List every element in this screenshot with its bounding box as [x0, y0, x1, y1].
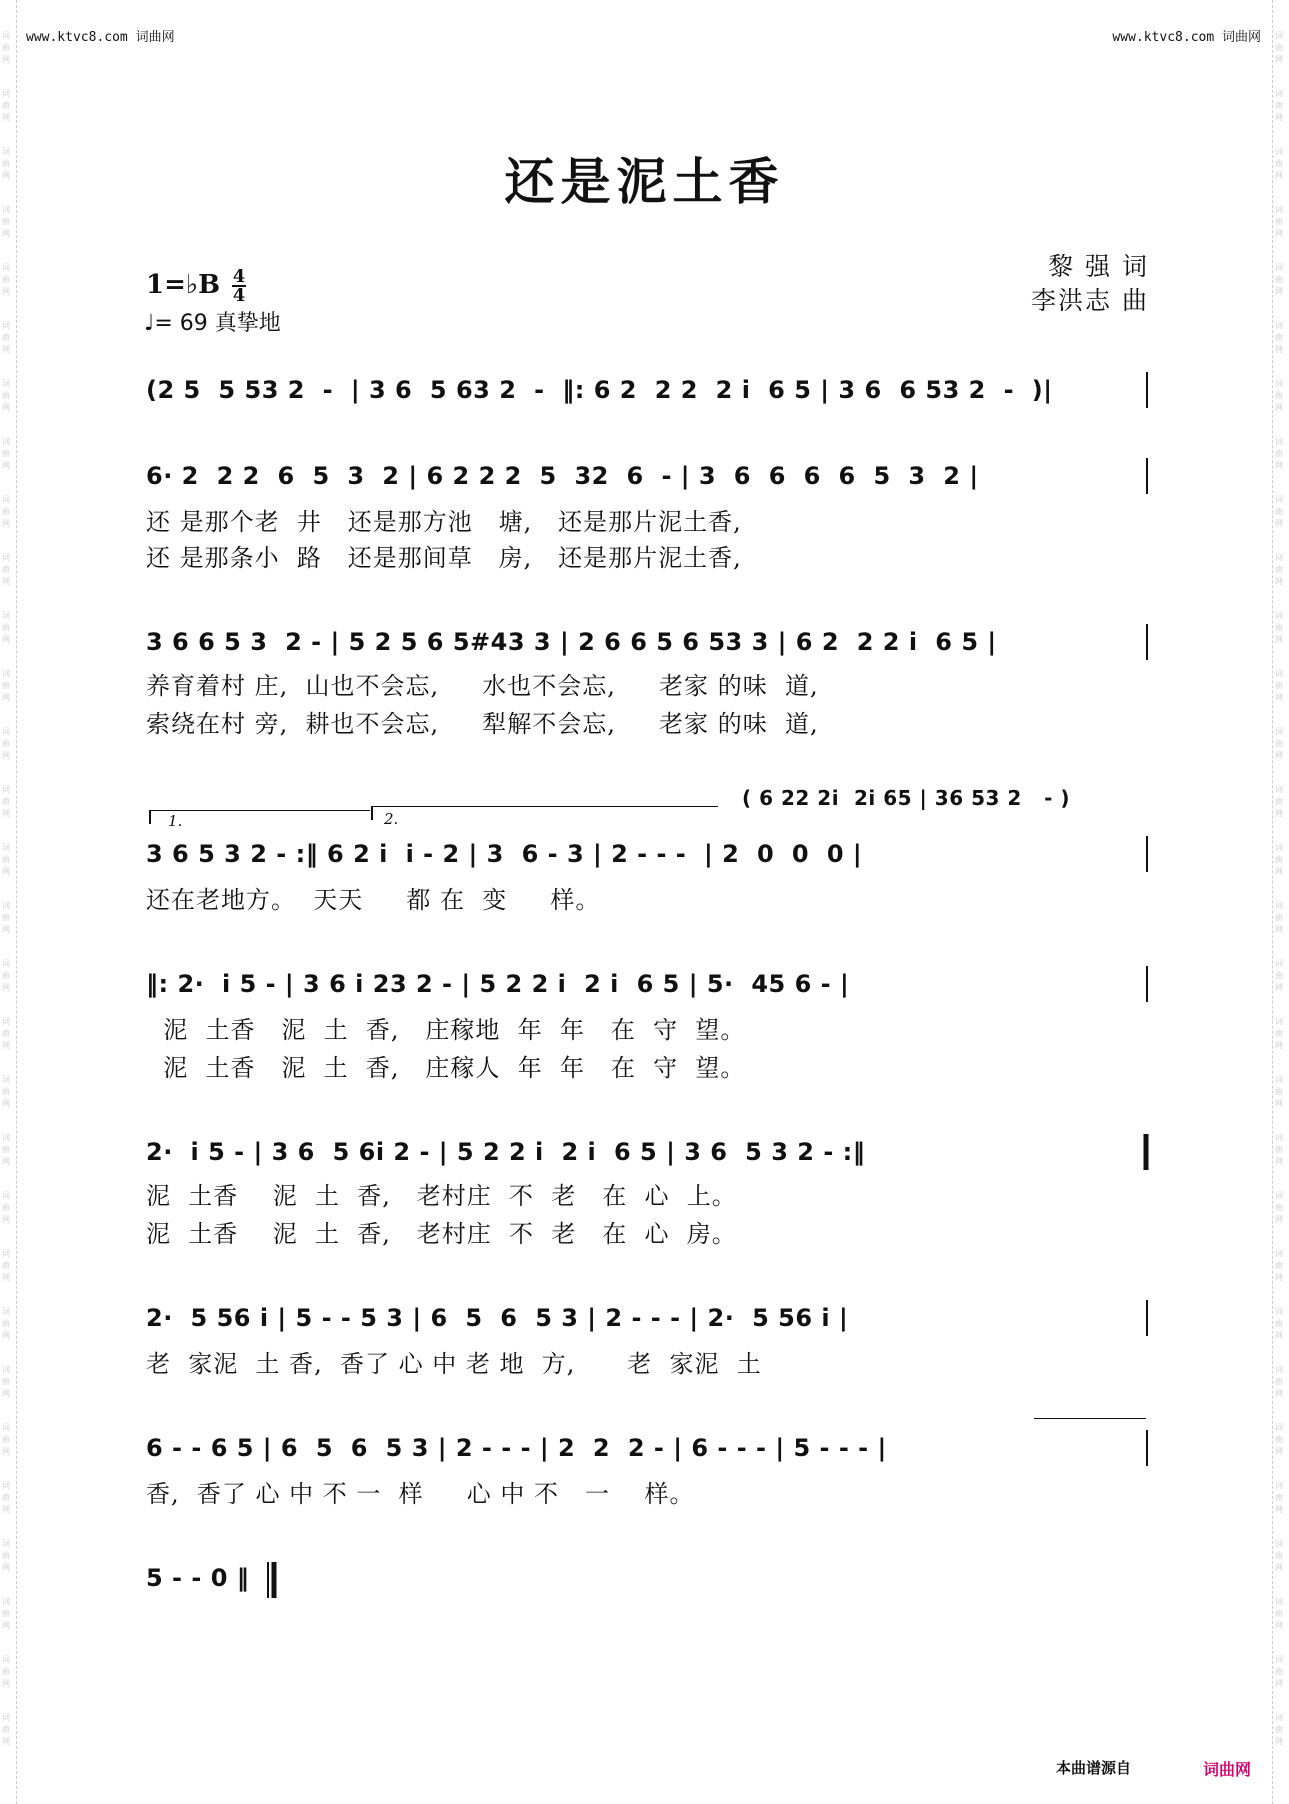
volta-2-label: 2. — [384, 810, 399, 828]
watermark-mark: 词曲网 — [2, 1249, 10, 1282]
row7-lyric: 香, 香了 心 中 不 一 样 心 中 不 一 样。 — [146, 1480, 695, 1508]
tempo-marking: ♩= 69 真挚地 — [144, 311, 281, 336]
row3-notes: 3 6 5 3 2 - :‖ 6 2 i i - 2 | 3 6 - 3 | 2 - - - | 2 0 0 0 | — [146, 840, 863, 868]
row6-lyric: 老 家泥 土 香, 香了 心 中 老 地 方, 老 家泥 土 — [146, 1350, 762, 1378]
watermark-mark: 词曲网 — [2, 379, 10, 412]
row5-lyric-verse2: 泥 土香 泥 土 香, 老村庄 不 老 在 心 房。 — [146, 1220, 737, 1248]
watermark-mark: 词曲网 — [2, 1191, 10, 1224]
footer-brand-link[interactable]: 词曲网 — [1202, 1760, 1251, 1779]
song-title: 还是泥土香 — [504, 152, 785, 211]
watermark-mark: 词曲网 — [2, 1075, 10, 1108]
watermark-mark: 词曲网 — [2, 1713, 10, 1746]
watermark-mark: 词曲网 — [2, 669, 10, 702]
row2-notes: 3 6 6 5 3 2 - | 5 2 5 6 5#43 3 | 2 6 6 5 6 53 3 | 6 2 2 2 i 6 5 | — [146, 628, 997, 656]
watermark-mark: 词曲网 — [2, 437, 10, 470]
watermark-mark: 词曲网 — [1275, 147, 1283, 180]
footer-source-label: 本曲谱源自 — [1055, 1759, 1131, 1777]
watermark-mark: 词曲网 — [1275, 1539, 1283, 1572]
watermark-mark: 词曲网 — [2, 263, 10, 296]
watermark-mark: 词曲网 — [1275, 727, 1283, 760]
watermark-mark: 词曲网 — [2, 147, 10, 180]
watermark-mark: 词曲网 — [2, 1017, 10, 1050]
watermark-mark: 词曲网 — [1275, 611, 1283, 644]
time-sig-bottom: 4 — [232, 285, 246, 306]
row4-lyric-verse2: 泥 土香 泥 土 香, 庄稼人 年 年 在 守 望。 — [146, 1054, 746, 1082]
watermark-mark: 词曲网 — [1275, 901, 1283, 934]
header-url-left[interactable]: www.ktvc8.com 词曲网 — [26, 30, 175, 45]
watermark-mark: 词曲网 — [2, 89, 10, 122]
watermark-mark: 词曲网 — [1275, 785, 1283, 818]
watermark-mark: 词曲网 — [1275, 495, 1283, 528]
intro-notes: (2 5 5 53 2 - | 3 6 5 63 2 - ‖: 6 2 2 2 2 i 6 5 | 3 6 6 53 2 - )| — [146, 376, 1053, 404]
row5-lyric-verse1: 泥 土香 泥 土 香, 老村庄 不 老 在 心 上。 — [146, 1182, 737, 1210]
row8-notes: 5 - - 0 ‖ — [146, 1564, 250, 1592]
header-url-right[interactable]: www.ktvc8.com 词曲网 — [1112, 30, 1261, 45]
row4-lyric-verse1: 泥 土香 泥 土 香, 庄稼地 年 年 在 守 望。 — [146, 1016, 746, 1044]
watermark-mark: 词曲网 — [2, 611, 10, 644]
watermark-mark: 词曲网 — [2, 31, 10, 64]
watermark-mark: 词曲网 — [2, 1133, 10, 1166]
watermark-mark: 词曲网 — [2, 1423, 10, 1456]
row3-lyric: 还在老地方。 天天 都 在 变 样。 — [146, 886, 601, 914]
row3-interlude: ( 6 22 2i 2i 65 | 36 53 2 - ) — [742, 786, 1071, 810]
watermark-mark: 词曲网 — [2, 1365, 10, 1398]
watermark-mark: 词曲网 — [1275, 89, 1283, 122]
watermark-mark: 词曲网 — [2, 1481, 10, 1514]
row1-notes: 6· 2 2 2 6 5 3 2 | 6 2 2 2 5 32 6 - | 3 6 6 6 6 5 3 2 | — [146, 462, 979, 490]
watermark-mark: 词曲网 — [1275, 1191, 1283, 1224]
volta-1-label: 1. — [168, 812, 183, 830]
row7-notes: 6 - - 6 5 | 6 5 6 5 3 | 2 - - - | 2 2 2 - | 6 - - - | 5 - - - | — [146, 1434, 887, 1462]
time-sig-top: 4 — [232, 266, 246, 287]
key-signature: 1=♭B — [146, 270, 221, 300]
row4-notes: ‖: 2· i 5 - | 3 6 i 23 2 - | 5 2 2 i 2 i 6 5 | 5· 45 6 - | — [146, 970, 850, 998]
watermark-mark: 词曲网 — [2, 959, 10, 992]
watermark-mark: 词曲网 — [1275, 1481, 1283, 1514]
watermark-mark: 词曲网 — [1275, 1423, 1283, 1456]
watermark-mark: 词曲网 — [1275, 669, 1283, 702]
watermark-mark: 词曲网 — [2, 1655, 10, 1688]
watermark-mark: 词曲网 — [2, 1307, 10, 1340]
watermark-mark: 词曲网 — [1275, 205, 1283, 238]
watermark-mark: 词曲网 — [1275, 1017, 1283, 1050]
watermark-mark: 词曲网 — [1275, 1655, 1283, 1688]
watermark-mark: 词曲网 — [2, 901, 10, 934]
watermark-mark: 词曲网 — [2, 1597, 10, 1630]
lyricist-credit: 黎 强 词 — [1048, 252, 1149, 281]
watermark-mark: 词曲网 — [1275, 1597, 1283, 1630]
watermark-mark: 词曲网 — [2, 785, 10, 818]
watermark-mark: 词曲网 — [2, 553, 10, 586]
watermark-mark: 词曲网 — [2, 495, 10, 528]
watermark-mark: 词曲网 — [1275, 1133, 1283, 1166]
watermark-mark: 词曲网 — [1275, 843, 1283, 876]
watermark-mark: 词曲网 — [1275, 321, 1283, 354]
watermark-mark: 词曲网 — [1275, 1365, 1283, 1398]
watermark-mark: 词曲网 — [1275, 437, 1283, 470]
watermark-mark: 词曲网 — [1275, 1307, 1283, 1340]
watermark-mark: 词曲网 — [1275, 1075, 1283, 1108]
row1-lyric-verse1: 还 是那个老 井 还是那方池 塘, 还是那片泥土香, — [146, 508, 742, 536]
row2-lyric-verse1: 养育着村 庄, 山也不会忘, 水也不会忘, 老家 的味 道, — [146, 672, 819, 700]
watermark-mark: 词曲网 — [2, 727, 10, 760]
row5-notes: 2· i 5 - | 3 6 5 6i 2 - | 5 2 2 i 2 i 6 5 | 3 6 5 3 2 - :‖ — [146, 1138, 866, 1166]
row1-lyric-verse2: 还 是那条小 路 还是那间草 房, 还是那片泥土香, — [146, 544, 742, 572]
row2-lyric-verse2: 索绕在村 旁, 耕也不会忘, 犁解不会忘, 老家 的味 道, — [146, 710, 819, 738]
watermark-mark: 词曲网 — [2, 205, 10, 238]
watermark-mark: 词曲网 — [1275, 553, 1283, 586]
watermark-mark: 词曲网 — [1275, 379, 1283, 412]
watermark-mark: 词曲网 — [1275, 31, 1283, 64]
watermark-mark: 词曲网 — [1275, 959, 1283, 992]
composer-credit: 李洪志 曲 — [1031, 286, 1149, 315]
watermark-mark: 词曲网 — [1275, 1713, 1283, 1746]
row6-notes: 2· 5 56 i | 5 - - 5 3 | 6 5 6 5 3 | 2 - - - | 2· 5 56 i | — [146, 1304, 849, 1332]
watermark-mark: 词曲网 — [2, 1539, 10, 1572]
watermark-mark: 词曲网 — [1275, 263, 1283, 296]
watermark-mark: 词曲网 — [2, 321, 10, 354]
watermark-mark: 词曲网 — [2, 843, 10, 876]
watermark-mark: 词曲网 — [1275, 1249, 1283, 1282]
